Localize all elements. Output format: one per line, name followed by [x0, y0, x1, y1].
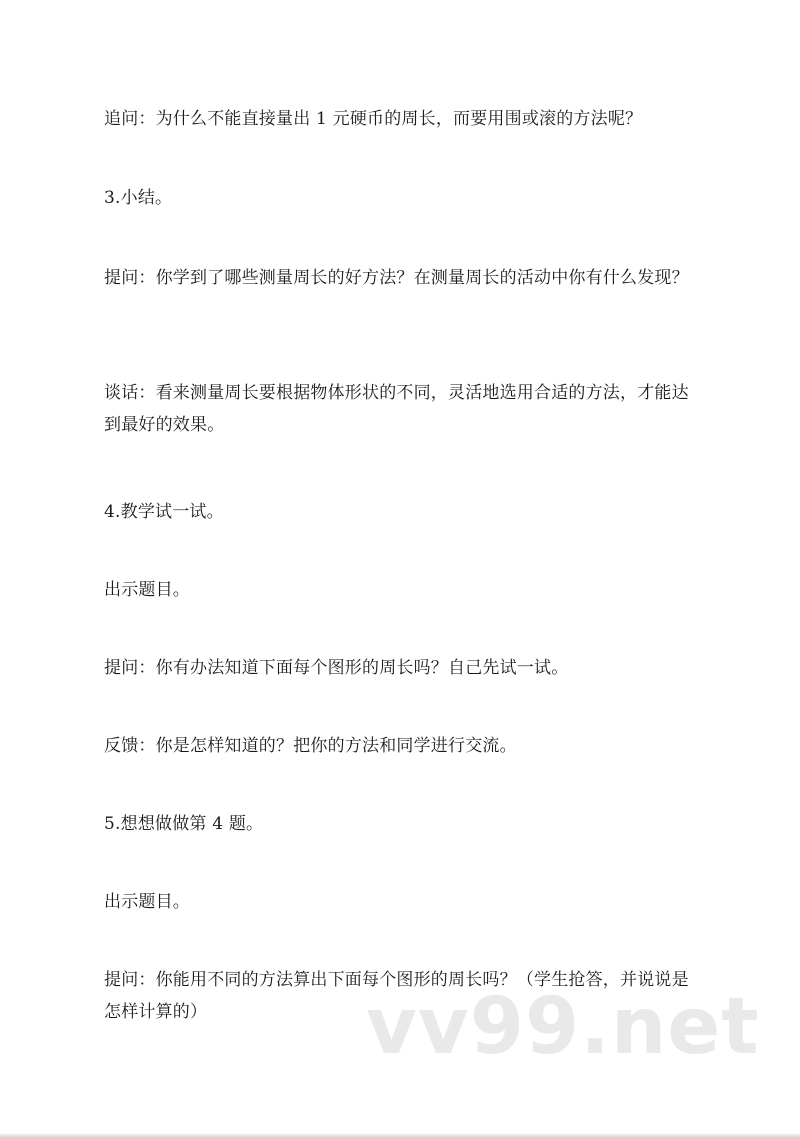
paragraph-talk-conclusion: 谈话：看来测量周长要根据物体形状的不同，灵活地选用合适的方法，才能达到最好的效果。 — [104, 383, 689, 435]
paragraph-question-different-methods: 提问：你能用不同的方法算出下面每个图形的周长吗？（学生抢答，并说说是怎样计算的） — [104, 970, 689, 1022]
paragraph-show-problem: 出示题目。 — [104, 580, 190, 600]
watermark-logo: vv99.net — [366, 982, 760, 1072]
paragraph-feedback: 反馈：你是怎样知道的？把你的方法和同学进行交流。 — [104, 736, 517, 756]
paragraph-follow-up-question: 追问：为什么不能直接量出 1 元硬币的周长，而要用围或滚的方法呢？ — [104, 109, 643, 129]
paragraph-question-perimeter: 提问：你有办法知道下面每个图形的周长吗？自己先试一试。 — [104, 658, 569, 678]
page-bottom-edge — [0, 1133, 800, 1137]
paragraph-show-problem-2: 出示题目。 — [104, 892, 190, 912]
heading-summary: 3.小结。 — [104, 188, 173, 208]
heading-exercise-4: 5.想想做做第 4 题。 — [104, 814, 264, 834]
paragraph-question-methods: 提问：你学到了哪些测量周长的好方法？在测量周长的活动中你有什么发现？ — [104, 268, 689, 288]
heading-try-it: 4.教学试一试。 — [104, 502, 224, 522]
